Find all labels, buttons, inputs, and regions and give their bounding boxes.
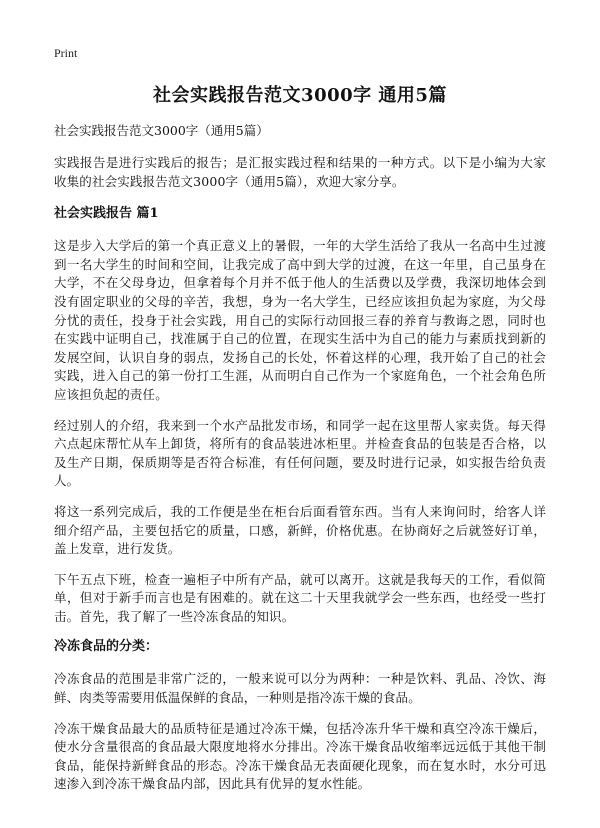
- document-body: [54, 122, 546, 806]
- section-heading-2: 冷冻食品的分类：: [54, 639, 159, 655]
- paragraph: 这是步入大学后的第一个真正意义上的暑假，一年的大学生活给了我从一名高中生过渡到一名大学生的时间和空间，让我完成了高中到大学的过渡，在这一年里，自己虽身在大学，不在父母身边，但拿着每个月并不低于他人的生活费以及学费，我深切地体会到没有固定职业的父母的辛苦，我想，身为一名大学生，已经应该担负起为家庭，为父母分忧的责任，投身于社会实践，用自己的实际行动回报三春的养育与教诲之恩，同时也在实践中证明自己，找准属于自己的位置，在现实生活中为自己的能力与素质找到新的发展空间，认识自身的弱点，发扬自己的长处，怀着这样的心理，我开始了自己的社会实践，进入自己的第一份打工生涯，从而明白自己作为一个家庭角色，一个社会角色所应该担负起的责任。: [54, 238, 546, 402]
- paragraph: 将这一系列完成后，我的工作便是坐在柜台后面看管东西。当有人来询问时，给客人详细介绍产品，主要包括它的质量，口感，新鲜，价格优惠。在协商好之后就签好订单，盖上发章，进行发货。: [54, 503, 546, 557]
- document-subtitle: 社会实践报告范文3000字（通用5篇）: [54, 123, 269, 138]
- print-link[interactable]: Print: [54, 46, 78, 60]
- intro-paragraph: 实践报告是进行实践后的报告；是汇报实践过程和结果的一种方式。以下是小编为大家收集的社会实践报告范文3000字（通用5篇），欢迎大家分享。: [54, 155, 546, 189]
- paragraph: 经过别人的介绍，我来到一个水产品批发市场，和同学一起在这里帮人家卖货。每天得六点起床帮忙从车上卸货，将所有的食品装进冰柜里。并检查食品的包装是否合格，以及生产日期，保质期等是否符合标准，有任何问题，要及时进行记录，如实报告给负责人。: [54, 417, 546, 489]
- section-heading-1: 社会实践报告 篇1: [54, 206, 159, 222]
- paragraph: 冷冻食品的范围是非常广泛的，一般来说可以分为两种：一种是饮料、乳品、冷饮、海鲜、肉类等需要用低温保鲜的食品，一种则是指冷冻干燥的食品。: [54, 671, 546, 706]
- paragraph: 下午五点下班，检查一遍柜子中所有产品，就可以离开。这就是我每天的工作，看似简单，但对于新手而言也是有困难的。就在这二十天里我就学会一些东西，也经受一些打击。首先，我了解了一些冷冻食品的知识。: [54, 571, 546, 624]
- paragraph: 冷冻干燥食品最大的品质特征是通过冷冻干燥，包括冷冻升华干燥和真空冷冻干燥后，使水分含量很高的食品最大限度地将水分排出。冷冻干燥食品收缩率远远低于其他干制食品，能保持新鲜食品的形态。冷冻干燥食品无表面硬化现象，而在复水时，水分可迅速渗入到冷冻干燥食品内部，因此具有优异的复水性能。: [54, 720, 546, 792]
- page-title: 社会实践报告范文3000字 通用5篇: [153, 85, 447, 106]
